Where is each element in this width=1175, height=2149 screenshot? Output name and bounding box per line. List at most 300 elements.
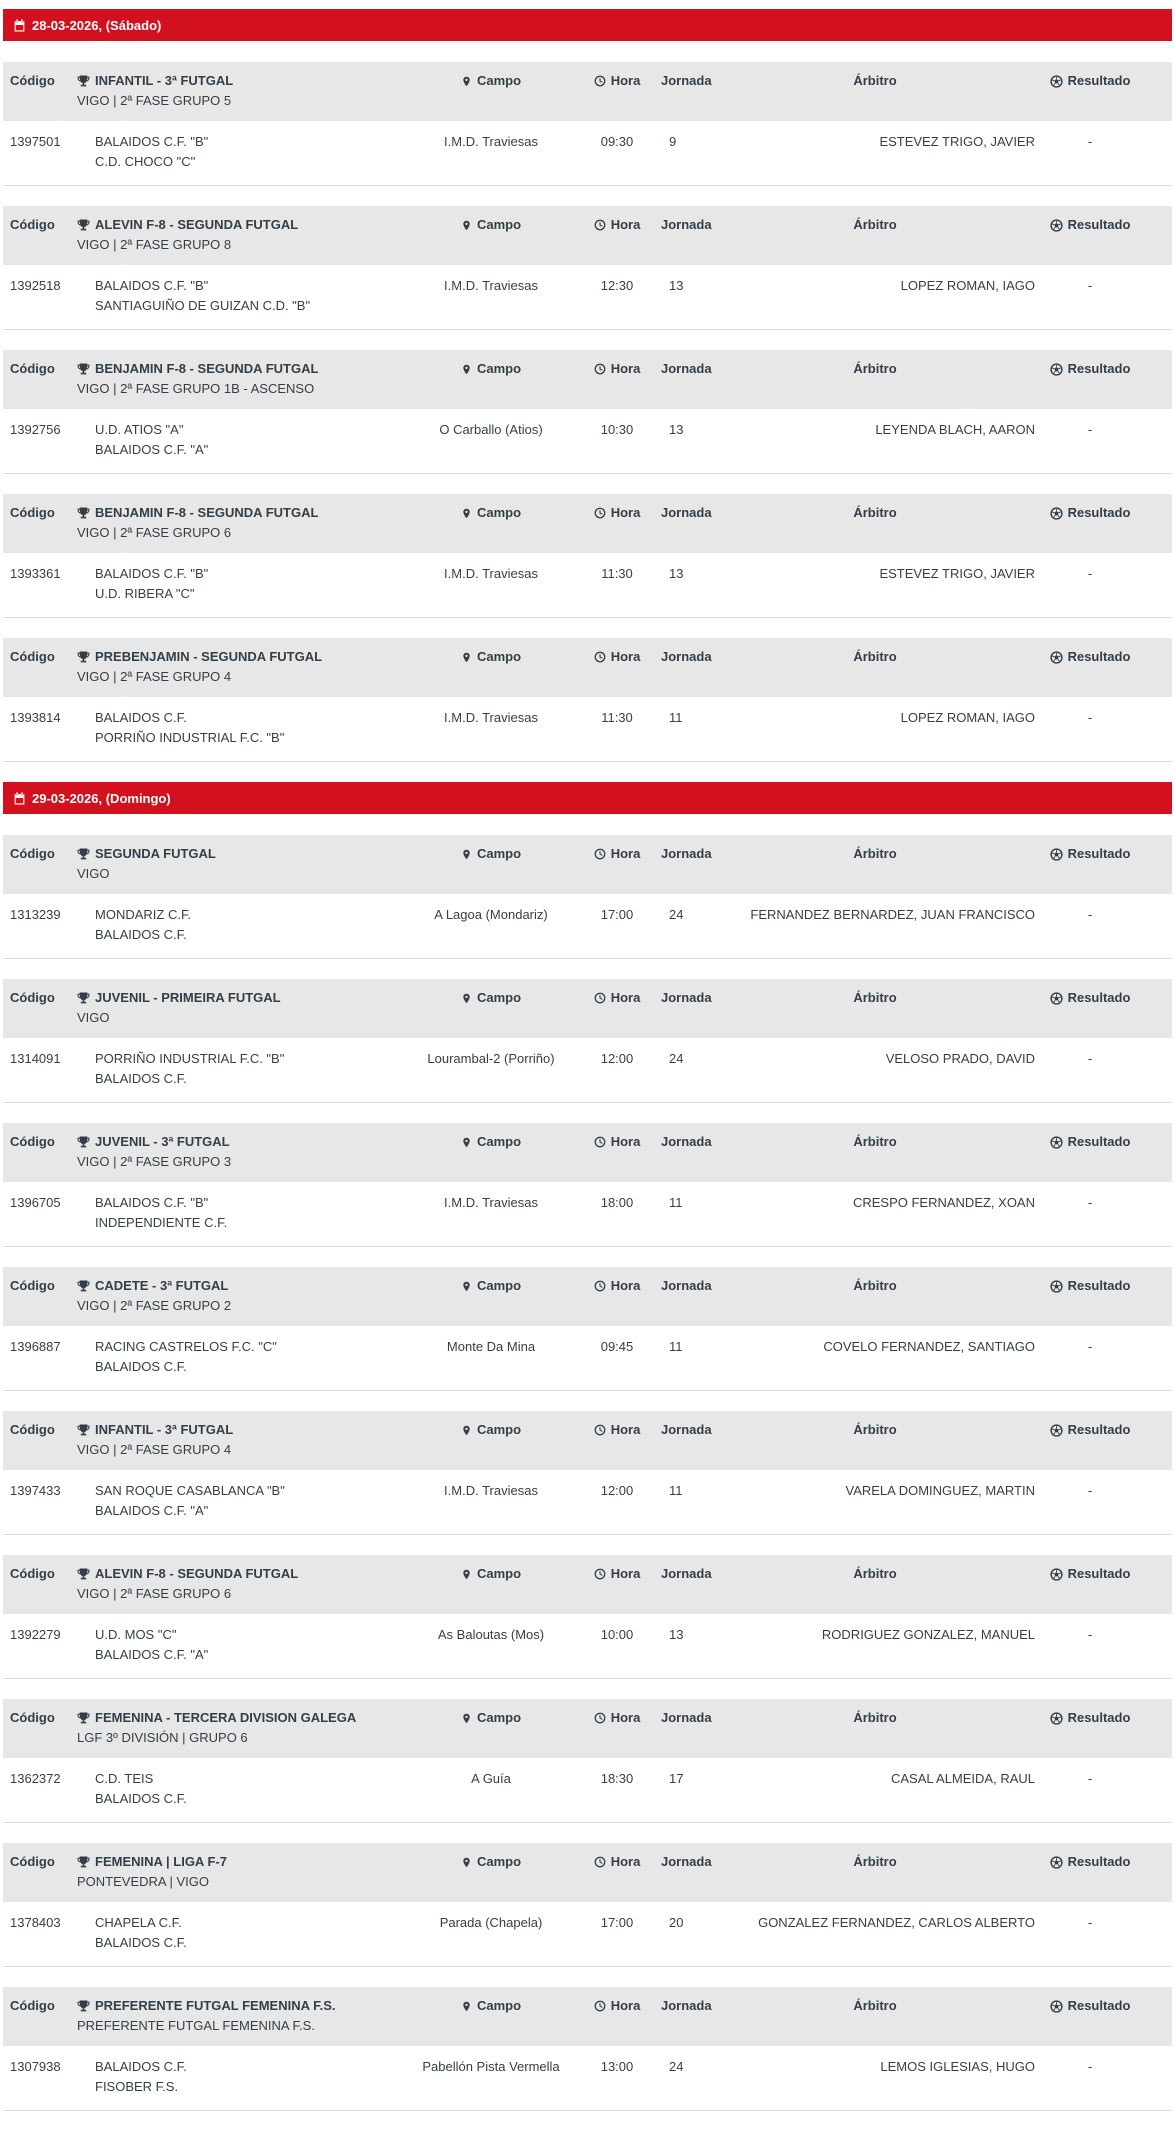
match-teams: [71, 564, 401, 604]
col-header-resultado: [1037, 1420, 1172, 1443]
table-header-row: [3, 350, 1172, 409]
match-time: 11:30: [601, 566, 633, 581]
map-pin-icon: [461, 219, 472, 232]
campo-label: Campo: [476, 73, 522, 88]
campo-label: Campo: [476, 846, 522, 861]
fixture-table: [3, 979, 1172, 1103]
match-field: I.M.D. Traviesas: [444, 1483, 538, 1498]
match-teams: [71, 420, 401, 460]
resultado-label: Resultado: [1067, 361, 1131, 376]
resultado-label: Resultado: [1067, 217, 1131, 232]
match-row[interactable]: [3, 265, 1172, 330]
trophy-icon: [77, 848, 90, 861]
match-time: 12:00: [600, 1051, 634, 1066]
soccer-ball-icon: [1050, 848, 1063, 861]
home-team: C.D. TEIS: [95, 1771, 154, 1786]
map-pin-icon: [461, 2000, 472, 2013]
match-code: 1392518: [10, 278, 61, 293]
table-header-row: [3, 979, 1172, 1038]
home-team: U.D. ATIOS "A": [95, 422, 184, 437]
competition-subtitle: VIGO | 2ª FASE GRUPO 5: [77, 93, 232, 108]
away-team: FISOBER F.S.: [95, 2079, 179, 2094]
col-header-hora: [581, 71, 653, 93]
hora-label: Hora: [610, 217, 641, 232]
away-team: INDEPENDIENTE C.F.: [95, 1215, 228, 1230]
trophy-icon: [77, 1136, 90, 1149]
campo-label: Campo: [476, 1134, 522, 1149]
day-tables: [3, 835, 1172, 2111]
map-pin-icon: [461, 1424, 472, 1437]
match-round: 13: [669, 566, 684, 581]
match-referee: LEMOS IGLESIAS, HUGO: [880, 2059, 1035, 2074]
col-header-campo: [401, 1420, 581, 1443]
away-team: BALAIDOS C.F.: [95, 1359, 187, 1374]
resultado-label: Resultado: [1067, 1854, 1131, 1869]
match-referee: ESTEVEZ TRIGO, JAVIER: [879, 134, 1035, 149]
table-header-row: [3, 1555, 1172, 1614]
fixture-table: [3, 62, 1172, 186]
match-teams: [71, 2057, 401, 2097]
fixture-table: [3, 1411, 1172, 1535]
clock-icon: [594, 1280, 606, 1292]
col-header-jornada: Jornada: [661, 73, 712, 88]
match-round: 11: [669, 1339, 683, 1354]
col-header-jornada: Jornada: [661, 217, 712, 232]
day-tables: [3, 62, 1172, 762]
fixture-table: [3, 206, 1172, 330]
fixture-table: [3, 1267, 1172, 1391]
fixture-table: [3, 1123, 1172, 1247]
fixture-table: [3, 1843, 1172, 1967]
match-time: 17:00: [600, 1915, 634, 1930]
match-round: 24: [669, 2059, 684, 2074]
col-header-jornada: Jornada: [661, 846, 712, 861]
col-header-campo: [401, 1132, 581, 1155]
date-banner: [3, 782, 1172, 814]
campo-label: Campo: [476, 1566, 522, 1581]
col-header-hora: [581, 215, 653, 237]
match-referee: GONZALEZ FERNANDEZ, CARLOS ALBERTO: [758, 1915, 1035, 1930]
col-header-campo: [401, 844, 581, 867]
col-header-arbitro: Árbitro: [853, 73, 897, 88]
col-header-campo: [401, 1996, 581, 2019]
col-header-jornada: Jornada: [661, 1566, 712, 1581]
match-code: 1396887: [10, 1339, 61, 1354]
match-teams: [71, 1337, 401, 1377]
home-team: U.D. MOS "C": [95, 1627, 177, 1642]
hora-label: Hora: [610, 361, 641, 376]
col-header-arbitro: Árbitro: [853, 990, 897, 1005]
trophy-icon: [77, 992, 90, 1005]
calendar-icon: [13, 792, 26, 805]
hora-label: Hora: [610, 1710, 641, 1725]
col-header-competition: [71, 503, 401, 543]
match-field: I.M.D. Traviesas: [444, 566, 538, 581]
clock-icon: [594, 1568, 606, 1580]
match-round: 13: [669, 1627, 684, 1642]
resultado-label: Resultado: [1067, 73, 1131, 88]
soccer-ball-icon: [1050, 75, 1063, 88]
col-header-resultado: [1037, 1564, 1172, 1587]
col-header-resultado: [1037, 503, 1172, 526]
match-row[interactable]: [3, 1326, 1172, 1391]
home-team: PORRIÑO INDUSTRIAL F.C. "B": [95, 1051, 285, 1066]
col-header-hora: [581, 1852, 653, 1874]
campo-label: Campo: [476, 1422, 522, 1437]
resultado-label: Resultado: [1067, 1278, 1131, 1293]
campo-label: Campo: [476, 990, 522, 1005]
match-row[interactable]: [3, 1182, 1172, 1247]
competition-subtitle: PONTEVEDRA | VIGO: [77, 1874, 209, 1889]
col-header-codigo: Código: [10, 361, 55, 376]
competition-name: PREBENJAMIN - SEGUNDA FUTGAL: [95, 649, 323, 664]
match-referee: CASAL ALMEIDA, RAUL: [890, 1771, 1035, 1786]
col-header-resultado: [1037, 1852, 1172, 1875]
table-header-row: [3, 62, 1172, 121]
col-header-codigo: Código: [10, 1134, 55, 1149]
date-banner: [3, 9, 1172, 41]
trophy-icon: [77, 1280, 90, 1293]
competition-subtitle: LGF 3º DIVISIÓN | GRUPO 6: [77, 1730, 248, 1745]
col-header-jornada: Jornada: [661, 1998, 712, 2013]
match-result: -: [1087, 1339, 1093, 1354]
match-row[interactable]: [3, 2046, 1172, 2111]
match-time: 17:00: [600, 907, 634, 922]
col-header-hora: [581, 1564, 653, 1586]
clock-icon: [594, 2000, 606, 2012]
away-team: SANTIAGUIÑO DE GUIZAN C.D. "B": [95, 298, 311, 313]
competition-subtitle: VIGO | 2ª FASE GRUPO 1B - ASCENSO: [77, 381, 315, 396]
match-time: 09:30: [600, 134, 634, 149]
hora-label: Hora: [610, 1566, 641, 1581]
col-header-competition: [71, 215, 401, 255]
soccer-ball-icon: [1050, 992, 1063, 1005]
col-header-codigo: Código: [10, 1854, 55, 1869]
competition-name: ALEVIN F-8 - SEGUNDA FUTGAL: [95, 217, 299, 232]
match-row[interactable]: [3, 1758, 1172, 1823]
col-header-codigo: Código: [10, 1422, 55, 1437]
clock-icon: [594, 1136, 606, 1148]
soccer-ball-icon: [1050, 2000, 1063, 2013]
match-result: -: [1087, 1195, 1093, 1210]
competition-subtitle: VIGO | 2ª FASE GRUPO 3: [77, 1154, 232, 1169]
match-row[interactable]: [3, 894, 1172, 959]
col-header-codigo: Código: [10, 505, 55, 520]
away-team: BALAIDOS C.F. "A": [95, 442, 209, 457]
competition-name: FEMENINA - TERCERA DIVISION GALEGA: [95, 1710, 357, 1725]
col-header-resultado: [1037, 1996, 1172, 2019]
col-header-codigo: Código: [10, 990, 55, 1005]
col-header-jornada: Jornada: [661, 361, 712, 376]
col-header-arbitro: Árbitro: [853, 1566, 897, 1581]
table-header-row: [3, 494, 1172, 553]
resultado-label: Resultado: [1067, 846, 1131, 861]
day-section: [3, 9, 1172, 762]
resultado-label: Resultado: [1067, 505, 1131, 520]
competition-name: SEGUNDA FUTGAL: [95, 846, 216, 861]
hora-label: Hora: [610, 1134, 641, 1149]
clock-icon: [594, 1856, 606, 1868]
match-referee: LEYENDA BLACH, AARON: [875, 422, 1035, 437]
resultado-label: Resultado: [1067, 649, 1131, 664]
home-team: CHAPELA C.F.: [95, 1915, 182, 1930]
match-field: I.M.D. Traviesas: [444, 1195, 538, 1210]
competition-name: INFANTIL - 3ª FUTGAL: [95, 1422, 234, 1437]
map-pin-icon: [461, 507, 472, 520]
match-row[interactable]: [3, 1470, 1172, 1535]
match-result: -: [1087, 1051, 1093, 1066]
day-section: [3, 782, 1172, 2111]
col-header-codigo: Código: [10, 1566, 55, 1581]
match-result: -: [1087, 1915, 1093, 1930]
col-header-campo: [401, 71, 581, 94]
table-header-row: [3, 638, 1172, 697]
calendar-icon: [13, 19, 26, 32]
col-header-jornada: Jornada: [661, 1278, 712, 1293]
away-team: BALAIDOS C.F.: [95, 1935, 187, 1950]
hora-label: Hora: [610, 1422, 641, 1437]
col-header-jornada: Jornada: [661, 649, 712, 664]
match-row[interactable]: [3, 121, 1172, 186]
soccer-ball-icon: [1050, 1856, 1063, 1869]
col-header-resultado: [1037, 1276, 1172, 1299]
competition-subtitle: VIGO | 2ª FASE GRUPO 4: [77, 1442, 232, 1457]
map-pin-icon: [461, 651, 472, 664]
clock-icon: [594, 75, 606, 87]
match-round: 17: [669, 1771, 684, 1786]
col-header-arbitro: Árbitro: [853, 505, 897, 520]
match-referee: COVELO FERNANDEZ, SANTIAGO: [823, 1339, 1035, 1354]
away-team: BALAIDOS C.F.: [95, 1071, 187, 1086]
clock-icon: [594, 363, 606, 375]
col-header-hora: [581, 503, 653, 525]
match-row[interactable]: [3, 1038, 1172, 1103]
match-row[interactable]: [3, 697, 1172, 762]
col-header-resultado: [1037, 359, 1172, 382]
map-pin-icon: [461, 992, 472, 1005]
match-round: 13: [669, 422, 684, 437]
away-team: BALAIDOS C.F.: [95, 927, 187, 942]
trophy-icon: [77, 363, 90, 376]
col-header-competition: [71, 359, 401, 399]
clock-icon: [594, 848, 606, 860]
match-teams: [71, 132, 401, 172]
map-pin-icon: [461, 848, 472, 861]
col-header-competition: [71, 1132, 401, 1172]
col-header-resultado: [1037, 215, 1172, 238]
col-header-competition: [71, 1276, 401, 1316]
match-code: 1393361: [10, 566, 61, 581]
match-result: -: [1087, 1483, 1093, 1498]
competition-name: CADETE - 3ª FUTGAL: [95, 1278, 229, 1293]
col-header-competition: [71, 844, 401, 884]
match-code: 1397433: [10, 1483, 61, 1498]
col-header-hora: [581, 1996, 653, 2018]
col-header-arbitro: Árbitro: [853, 1854, 897, 1869]
hora-label: Hora: [610, 1854, 641, 1869]
soccer-ball-icon: [1050, 507, 1063, 520]
match-field: A Guía: [471, 1771, 511, 1786]
col-header-resultado: [1037, 988, 1172, 1011]
match-code: 1307938: [10, 2059, 61, 2074]
match-round: 24: [669, 907, 684, 922]
col-header-competition: [71, 1996, 401, 2036]
competition-name: BENJAMIN F-8 - SEGUNDA FUTGAL: [95, 361, 319, 376]
match-row[interactable]: [3, 1614, 1172, 1679]
col-header-arbitro: Árbitro: [853, 1422, 897, 1437]
competition-name: BENJAMIN F-8 - SEGUNDA FUTGAL: [95, 505, 319, 520]
table-header-row: [3, 1411, 1172, 1470]
trophy-icon: [77, 75, 90, 88]
home-team: BALAIDOS C.F. "B": [95, 278, 209, 293]
match-teams: [71, 1913, 401, 1953]
competition-subtitle: VIGO | 2ª FASE GRUPO 2: [77, 1298, 232, 1313]
table-header-row: [3, 1987, 1172, 2046]
match-round: 11: [669, 1195, 683, 1210]
match-referee: ESTEVEZ TRIGO, JAVIER: [879, 566, 1035, 581]
match-round: 13: [669, 278, 684, 293]
competition-name: ALEVIN F-8 - SEGUNDA FUTGAL: [95, 1566, 299, 1581]
campo-label: Campo: [476, 1998, 522, 2013]
match-row[interactable]: [3, 553, 1172, 618]
col-header-competition: [71, 1852, 401, 1892]
match-field: I.M.D. Traviesas: [444, 278, 538, 293]
col-header-jornada: Jornada: [661, 1854, 712, 1869]
clock-icon: [594, 651, 606, 663]
col-header-campo: [401, 359, 581, 382]
soccer-ball-icon: [1050, 1280, 1063, 1293]
home-team: BALAIDOS C.F.: [95, 710, 187, 725]
hora-label: Hora: [610, 990, 641, 1005]
match-teams: [71, 905, 401, 945]
match-referee: RODRIGUEZ GONZALEZ, MANUEL: [821, 1627, 1035, 1642]
match-code: 1362372: [10, 1771, 61, 1786]
competition-subtitle: VIGO: [77, 1010, 110, 1025]
resultado-label: Resultado: [1067, 1998, 1131, 2013]
match-result: -: [1087, 1771, 1093, 1786]
away-team: BALAIDOS C.F. "A": [95, 1503, 209, 1518]
col-header-campo: [401, 215, 581, 238]
col-header-codigo: Código: [10, 1998, 55, 2013]
match-result: -: [1087, 1627, 1093, 1642]
col-header-codigo: Código: [10, 1278, 55, 1293]
match-referee: VELOSO PRADO, DAVID: [885, 1051, 1035, 1066]
fixture-table: [3, 350, 1172, 474]
fixture-table: [3, 1987, 1172, 2111]
col-header-arbitro: Árbitro: [853, 1278, 897, 1293]
campo-label: Campo: [476, 1278, 522, 1293]
col-header-competition: [71, 1564, 401, 1604]
competition-name: INFANTIL - 3ª FUTGAL: [95, 73, 234, 88]
map-pin-icon: [461, 1856, 472, 1869]
competition-subtitle: VIGO | 2ª FASE GRUPO 6: [77, 525, 232, 540]
col-header-arbitro: Árbitro: [853, 361, 897, 376]
campo-label: Campo: [476, 217, 522, 232]
match-time: 13:00: [600, 2059, 634, 2074]
col-header-campo: [401, 1276, 581, 1299]
col-header-campo: [401, 1708, 581, 1731]
col-header-hora: [581, 1420, 653, 1442]
col-header-hora: [581, 1708, 653, 1730]
col-header-campo: [401, 647, 581, 670]
competition-name: PREFERENTE FUTGAL FEMENINA F.S.: [95, 1998, 336, 2013]
map-pin-icon: [461, 75, 472, 88]
campo-label: Campo: [476, 649, 522, 664]
col-header-campo: [401, 1852, 581, 1875]
match-row[interactable]: [3, 1902, 1172, 1967]
match-code: 1313239: [10, 907, 61, 922]
match-teams: [71, 708, 401, 748]
match-code: 1378403: [10, 1915, 61, 1930]
match-field: Monte Da Mina: [446, 1339, 536, 1354]
match-referee: LOPEZ ROMAN, IAGO: [900, 710, 1035, 725]
fixture-table: [3, 1555, 1172, 1679]
col-header-campo: [401, 503, 581, 526]
col-header-resultado: [1037, 844, 1172, 867]
match-time: 12:30: [600, 278, 634, 293]
col-header-codigo: Código: [10, 1710, 55, 1725]
col-header-hora: [581, 988, 653, 1010]
map-pin-icon: [461, 1712, 472, 1725]
col-header-campo: [401, 988, 581, 1011]
match-round: 11: [669, 710, 683, 725]
date-label: 28-03-2026, (Sábado): [32, 17, 162, 33]
col-header-competition: [71, 71, 401, 111]
col-header-codigo: Código: [10, 649, 55, 664]
home-team: MONDARIZ C.F.: [95, 907, 192, 922]
match-result: -: [1087, 566, 1093, 581]
clock-icon: [594, 219, 606, 231]
match-field: Lourambal-2 (Porriño): [427, 1051, 555, 1066]
map-pin-icon: [461, 363, 472, 376]
table-header-row: [3, 1843, 1172, 1902]
col-header-codigo: Código: [10, 217, 55, 232]
col-header-hora: [581, 844, 653, 866]
match-field: Pabellón Pista Vermella: [422, 2059, 560, 2074]
fixture-table: [3, 494, 1172, 618]
table-header-row: [3, 1699, 1172, 1758]
trophy-icon: [77, 1712, 90, 1725]
competition-subtitle: VIGO: [77, 866, 110, 881]
col-header-resultado: [1037, 1132, 1172, 1155]
table-header-row: [3, 1267, 1172, 1326]
match-result: -: [1087, 710, 1093, 725]
match-time: 18:30: [600, 1771, 634, 1786]
fixture-table: [3, 1699, 1172, 1823]
col-header-arbitro: Árbitro: [853, 1134, 897, 1149]
clock-icon: [594, 507, 606, 519]
soccer-ball-icon: [1050, 1136, 1063, 1149]
match-round: 9: [669, 134, 677, 149]
match-result: -: [1087, 422, 1093, 437]
competition-name: JUVENIL - PRIMEIRA FUTGAL: [95, 990, 281, 1005]
home-team: BALAIDOS C.F. "B": [95, 566, 209, 581]
resultado-label: Resultado: [1067, 1710, 1131, 1725]
trophy-icon: [77, 1856, 90, 1869]
home-team: SAN ROQUE CASABLANCA "B": [95, 1483, 285, 1498]
match-teams: [71, 1049, 401, 1089]
col-header-hora: [581, 1132, 653, 1154]
col-header-arbitro: Árbitro: [853, 649, 897, 664]
competition-name: JUVENIL - 3ª FUTGAL: [95, 1134, 230, 1149]
table-header-row: [3, 835, 1172, 894]
match-row[interactable]: [3, 409, 1172, 474]
col-header-arbitro: Árbitro: [853, 1998, 897, 2013]
date-label: 29-03-2026, (Domingo): [32, 790, 171, 806]
match-field: I.M.D. Traviesas: [444, 710, 538, 725]
col-header-jornada: Jornada: [661, 1422, 712, 1437]
table-header-row: [3, 1123, 1172, 1182]
